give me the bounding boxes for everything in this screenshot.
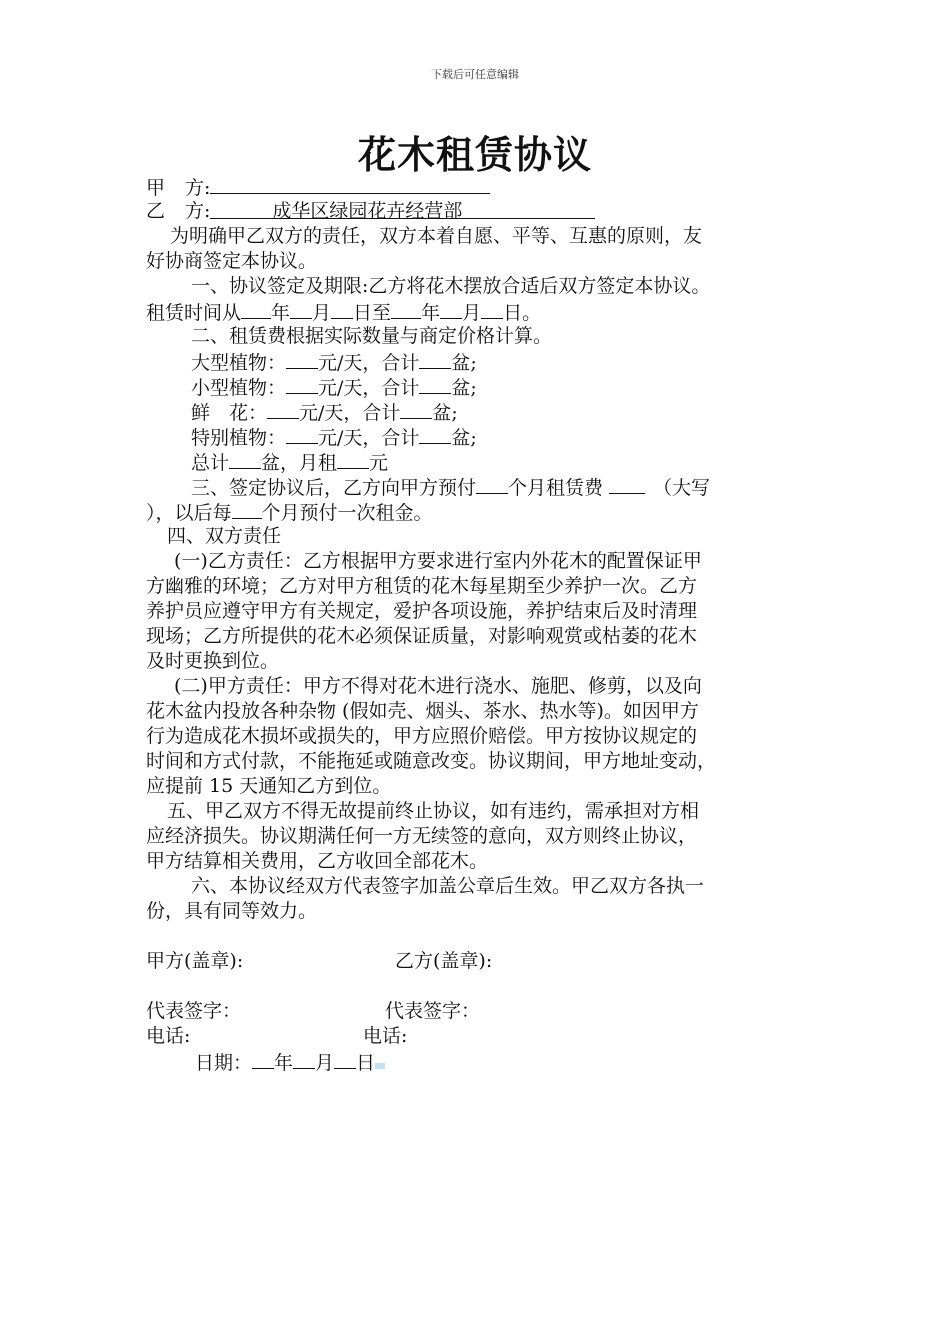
s4-1-line-3: 养护员应遵守甲方有关规定，爱护各项设施，养护结束后及时清理 <box>146 600 698 622</box>
s1-line-1: 一、协议签定及期限:乙方将花木摆放合适后双方签定本协议。 <box>191 275 711 297</box>
item-special: 特别植物： 元/天，合计 盆; <box>191 424 477 450</box>
party-b-name: 成华区绿园花卉经营部 <box>272 200 463 222</box>
item-flower: 鲜 花： 元/天，合计 盆; <box>191 399 458 425</box>
party-a-suffix: 方: <box>185 177 211 199</box>
s4-1-line-2: 方幽雅的环境；乙方对甲方租赁的花木每星期至少养护一次。乙方 <box>146 575 698 597</box>
party-b-seal: 乙方(盖章): <box>395 950 493 972</box>
s2-line: 二、租赁费根据实际数量与商定价格计算。 <box>191 325 553 347</box>
s5-line-2: 应经济损失。协议期满任何一方无续签的意向，双方则终止协议， <box>146 825 698 847</box>
party-b-blank <box>210 199 595 222</box>
s6-line-1: 六、本协议经双方代表签字加盖公章后生效。甲乙双方各执一 <box>191 875 705 897</box>
header-note: 下载后可任意编辑 <box>431 68 519 81</box>
s4-heading: 四、双方责任 <box>167 525 282 547</box>
party-a-seal: 甲方(盖章): <box>146 950 244 972</box>
s4-2-line-2: 花木盆内投放各种杂物 (假如壳、烟头、茶水、热水等)。如因甲方 <box>146 700 699 722</box>
s3-line-2: ），以后每 个月预付一次租金。 <box>146 499 433 525</box>
s4-2-line-1: (二)甲方责任：甲方不得对花木进行浇水、施肥、修剪，以及向 <box>174 675 702 697</box>
item-small: 小型植物： 元/天，合计 盆; <box>191 374 477 400</box>
s3-line-1: 三、签定协议后，乙方向甲方预付 个月租赁费 （大写 <box>191 474 710 500</box>
party-a-rep: 代表签字： <box>146 1000 242 1022</box>
s4-1-line-4: 现场；乙方所提供的花木必须保证质量，对影响观赏或枯萎的花木 <box>146 625 698 647</box>
s4-2-line-3: 行为造成花木损坏或损失的，甲方应照价赔偿。甲方按协议规定的 <box>146 725 698 747</box>
date-line: 日期： 年 月 日 <box>195 1049 385 1075</box>
s4-2-line-5: 应提前 15 天通知乙方到位。 <box>146 775 392 797</box>
total-line: 总计 盆，月租 元 <box>191 449 388 475</box>
intro-line-2: 好协商签定本协议。 <box>146 250 318 272</box>
party-b-rep: 代表签字： <box>385 1000 481 1022</box>
s4-1-line-1: (一)乙方责任：乙方根据甲方要求进行室内外花木的配置保证甲 <box>174 550 702 572</box>
party-a-line <box>146 174 490 200</box>
party-a-label: 甲 <box>146 177 166 199</box>
s4-1-line-5: 及时更换到位。 <box>146 650 280 672</box>
s5-line-3: 甲方结算相关费用，乙方收回全部花木。 <box>146 850 489 872</box>
s4-2-line-4: 时间和方式付款，不能拖延或随意改变。协议期间，甲方地址变动， <box>146 750 717 772</box>
intro-line-1: 为明确甲乙双方的责任，双方本着自愿、平等、互惠的原则，友 <box>170 225 703 247</box>
party-b-tel: 电话: <box>363 1025 408 1047</box>
s1-term-line: 租赁时间从 年 月 日至 年 月 日。 <box>146 299 541 325</box>
party-b-line <box>146 199 595 223</box>
party-b-suffix: 方: <box>185 200 211 222</box>
document-title: 花木租赁协议 <box>357 132 592 177</box>
party-a-tel: 电话: <box>146 1025 191 1047</box>
text-cursor-marker <box>375 1063 385 1069</box>
s5-line-1: 五、甲乙双方不得无故提前终止协议，如有违约，需承担对方相 <box>167 800 700 822</box>
item-large: 大型植物： 元/天，合计 盆; <box>191 349 477 375</box>
party-b-label: 乙 <box>146 200 166 222</box>
s6-line-2: 份，具有同等效力。 <box>146 900 318 922</box>
party-a-blank <box>210 174 490 194</box>
